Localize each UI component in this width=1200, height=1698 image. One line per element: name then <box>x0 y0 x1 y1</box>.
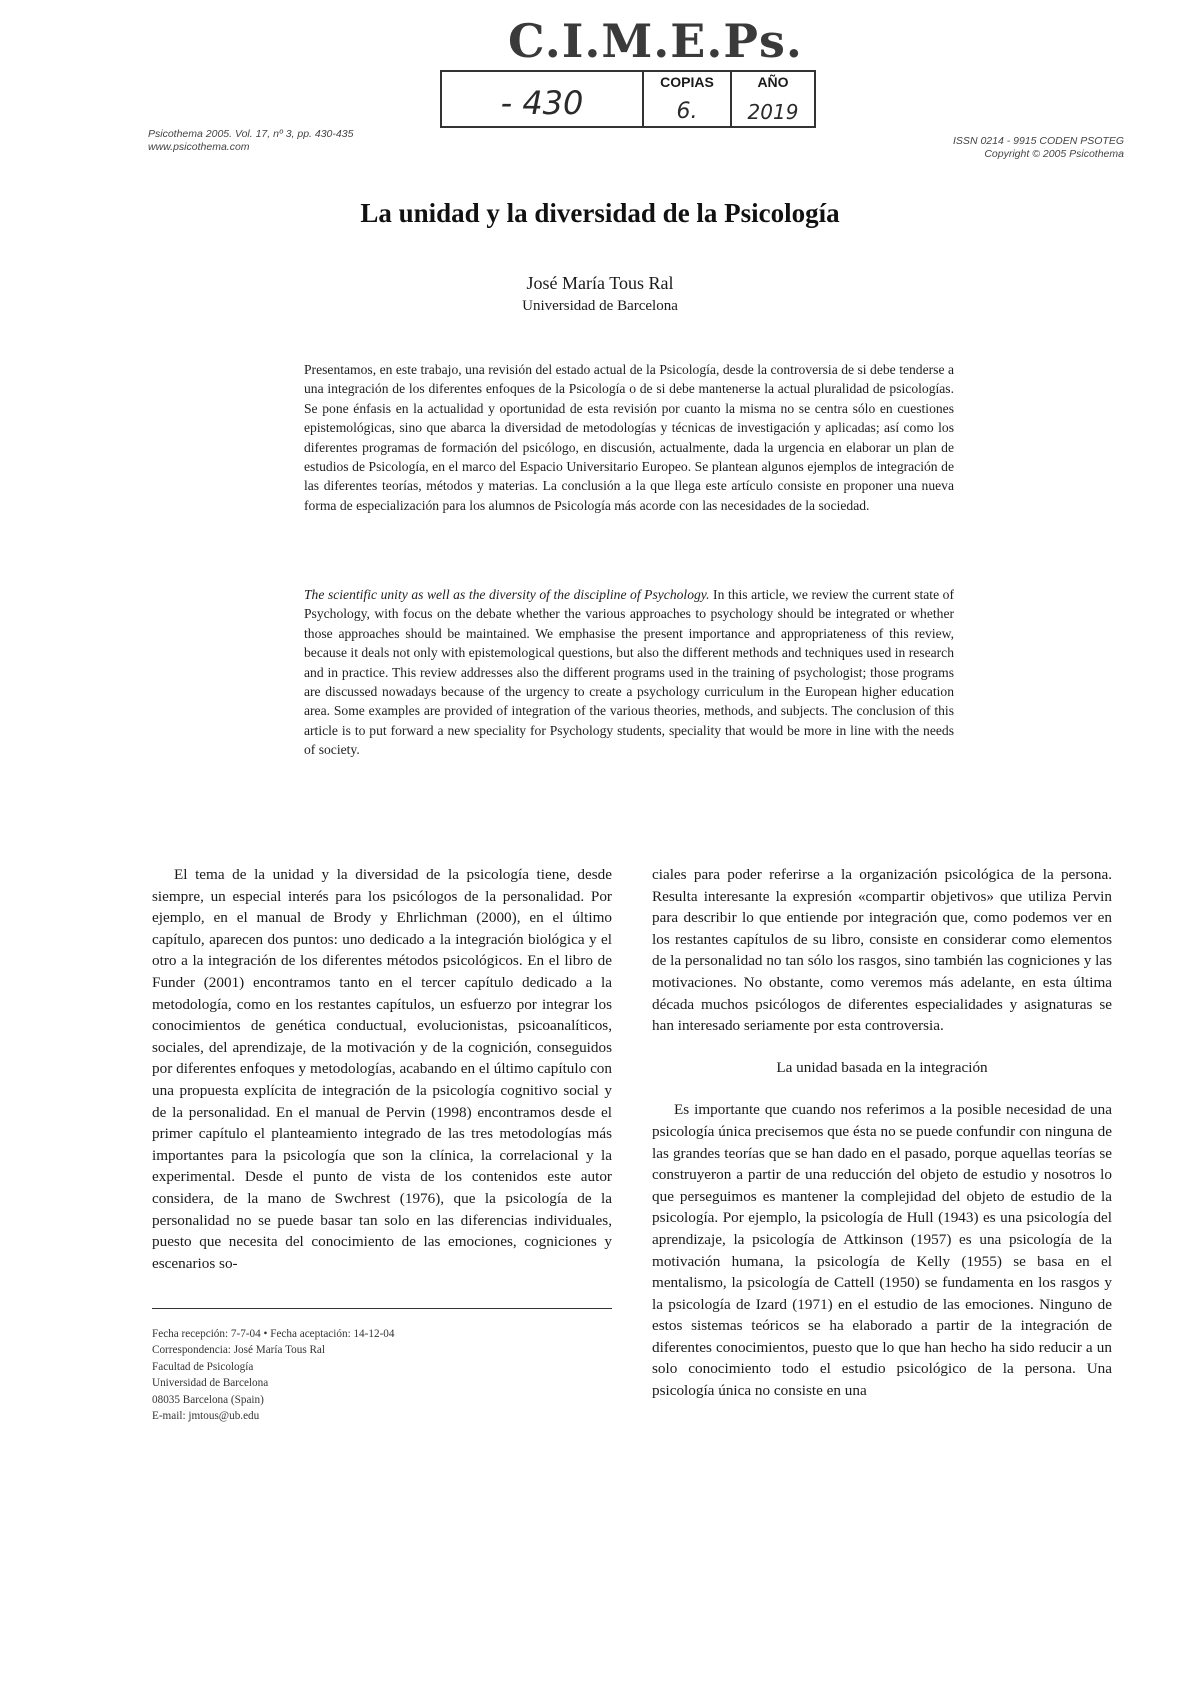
journal-citation <box>148 128 353 154</box>
author-affiliation: Universidad de Barcelona <box>522 298 678 314</box>
abstract-spanish: Presentamos, en este trabajo, una revisión del estado actual de la Psicología, desde la controversia de si debe tenderse a una integración de los diferentes enfoques de la Psicología o de si debe mantenerse la actual pluralidad de psicologías. Se pone énfasis en la actualidad y oportunidad de esta revisión por cuanto la misma no se centra sólo en cuestiones epistemológicas, sino que abarca la diversidad de metodologías y técnicas de investigación y aplicadas; así como los diferentes programas de formación del psicólogo, en discusión, actualmente, dada la urgencia en elaborar un plan de estudios de Psicología, en el marco del Espacio Universitario Europeo. Se plantean algunos ejemplos de integración de las diferentes teorías, métodos y materias. La conclusión a la que llega este artículo consiste en proponer una nueva forma de especialización para los alumnos de Psicología más acorde con las necesidades de la sociedad. <box>304 362 954 513</box>
stamp-copias-label: COPIAS <box>660 74 714 90</box>
stamp-title: C.I.M.E.Ps. <box>508 14 803 68</box>
footnote-faculty: Facultad de Psicología <box>152 1360 254 1373</box>
footnote-divider <box>152 1308 612 1309</box>
footnote <box>152 1326 612 1424</box>
issn-block <box>953 135 1124 161</box>
stamp-number-cell <box>442 72 644 126</box>
abstract-english-title: The scientific unity as well as the diversity of the discipline of Psychology. <box>304 587 710 602</box>
stamp-number: - 430 <box>500 84 584 122</box>
body-paragraph: ciales para poder referirse a la organización psicológica de la persona. Resulta interesante la expresión «compartir objetivos» que utiliza Pervin para describir lo que entiende por integración que, como podemos ver en los restantes capítulos de su libro, consiste en considerar como elementos de la personalidad no tan sólo los rasgos, sino también las cogniciones y las motivaciones. No obstante, como veremos más adelante, en esta última década muchos psicólogos de diferentes especialidades y asignaturas se han interesado seriamente por esta controversia. <box>652 866 1112 1035</box>
journal-line: Psicothema 2005. Vol. 17, nº 3, pp. 430-435 <box>148 128 354 140</box>
footnote-university: Universidad de Barcelona <box>152 1377 269 1390</box>
body-column-left <box>152 864 612 1274</box>
stamp-anio-cell <box>732 72 814 126</box>
stamp-anio-value: 2019 <box>747 100 799 124</box>
stamp-box <box>440 70 816 128</box>
stamp-copias-cell <box>644 72 732 126</box>
footnote-correspondence: Correspondencia: José María Tous Ral <box>152 1344 326 1357</box>
author-name: José María Tous Ral <box>526 273 674 293</box>
body-column-right <box>652 864 1112 1402</box>
body-paragraph: Es importante que cuando nos referimos a la posible necesidad de una psicología única precisemos que ésta no se puede confundir con ninguna de las grandes teorías que se han dado en el pasado, porque aquellas teorías se construyeron a partir de una reducción del objeto de estudio y nosotros lo que perseguimos es mantener la complejidad del objeto de estudio de la psicología. Por ejemplo, la psicología de Hull (1943) es una psicología del aprendizaje, la psicología de Attkinson (1957) es una psicología de la motivación humana, la psicología de Kelly (1955) se basa en el mentalismo, la psicología de Cattell (1950) se fundamenta en los rasgos y la psicología de Izard (1971) en el estudio de las emociones. Ninguno de estos sistemas teóricos se ha elaborado a partir de la integración de diferentes conocimientos, puesto que lo que han hecho ha sido reducir a un solo conocimiento todo el estudio psicológico de la persona. Una psicología única no consiste en una <box>652 1101 1112 1400</box>
footnote-dates: Fecha recepción: 7-7-04 • Fecha aceptación: 14-12-04 <box>152 1328 395 1340</box>
footnote-city: 08035 Barcelona (Spain) <box>152 1393 264 1406</box>
body-paragraph: El tema de la unidad y la diversidad de la psicología tiene, desde siempre, un especial interés para los psicólogos de la personalidad. Por ejemplo, en el manual de Brody y Ehrlichman (2000), en el último capítulo, aparecen dos puntos: uno dedicado a la integración biológica y el otro a la integración de los diferentes métodos psicológicos. En el libro de Funder (2001) encontramos tanto en el tercer capítulo dedicado a la metodología, como en los restantes capítulos, un esfuerzo por integrar los conocimientos de genética conductual, evolucionistas, psicoanalíticos, sociales, del aprendizaje, de la motivación y de la cognición, conseguidos por diferentes enfoques y metodologías, acabando en el último capítulo con una propuesta explícita de integración de la psicología cognitivo social y de la personalidad. En el manual de Pervin (1998) encontramos desde el primer capítulo el planteamiento integrado de las tres metodologías más importantes para la psicología que son la clínica, la correlacional y la experimental. Desde el punto de vista de los contenidos este autor considera, de la mano de Swchrest (1976), que la psicología de la personalidad no se puede basar tan solo en las diferencias individuales, puesto que necesita del conocimiento de las emociones, cogniciones y escenarios so- <box>152 866 612 1272</box>
issn-line: ISSN 0214 - 9915 CODEN PSOTEG <box>953 135 1124 147</box>
section-heading: La unidad basada en la integración <box>776 1058 988 1076</box>
article-title: La unidad y la diversidad de la Psicología <box>360 198 840 228</box>
footnote-email: E-mail: jmtous@ub.edu <box>152 1410 260 1423</box>
copyright-line: Copyright © 2005 Psicothema <box>984 148 1124 160</box>
stamp-anio-label: AÑO <box>757 74 789 90</box>
journal-website: www.psicothema.com <box>148 141 250 153</box>
abstract-english <box>304 585 954 760</box>
stamp-copias-value: 6. <box>676 99 698 124</box>
abstract-english-body: In this article, we review the current state of Psychology, with focus on the debate whether the various approaches to psychology should be integrated or whether those approaches should be maintained. We emphasise the present importance and appropriateness of this review, because it deals not only with epistemological questions, but also the different methods and techniques used in research and in practice. This review addresses also the different programs used in the training of psychologist; those programs are discussed nowadays because of the urgency to create a psychology curriculum in the European higher education area. Some examples are provided of integration of the various theories, methods, and subjects. The conclusion of this article is to put forward a new speciality for Psychology students, speciality that would be more in line with the needs of society. <box>304 587 955 758</box>
